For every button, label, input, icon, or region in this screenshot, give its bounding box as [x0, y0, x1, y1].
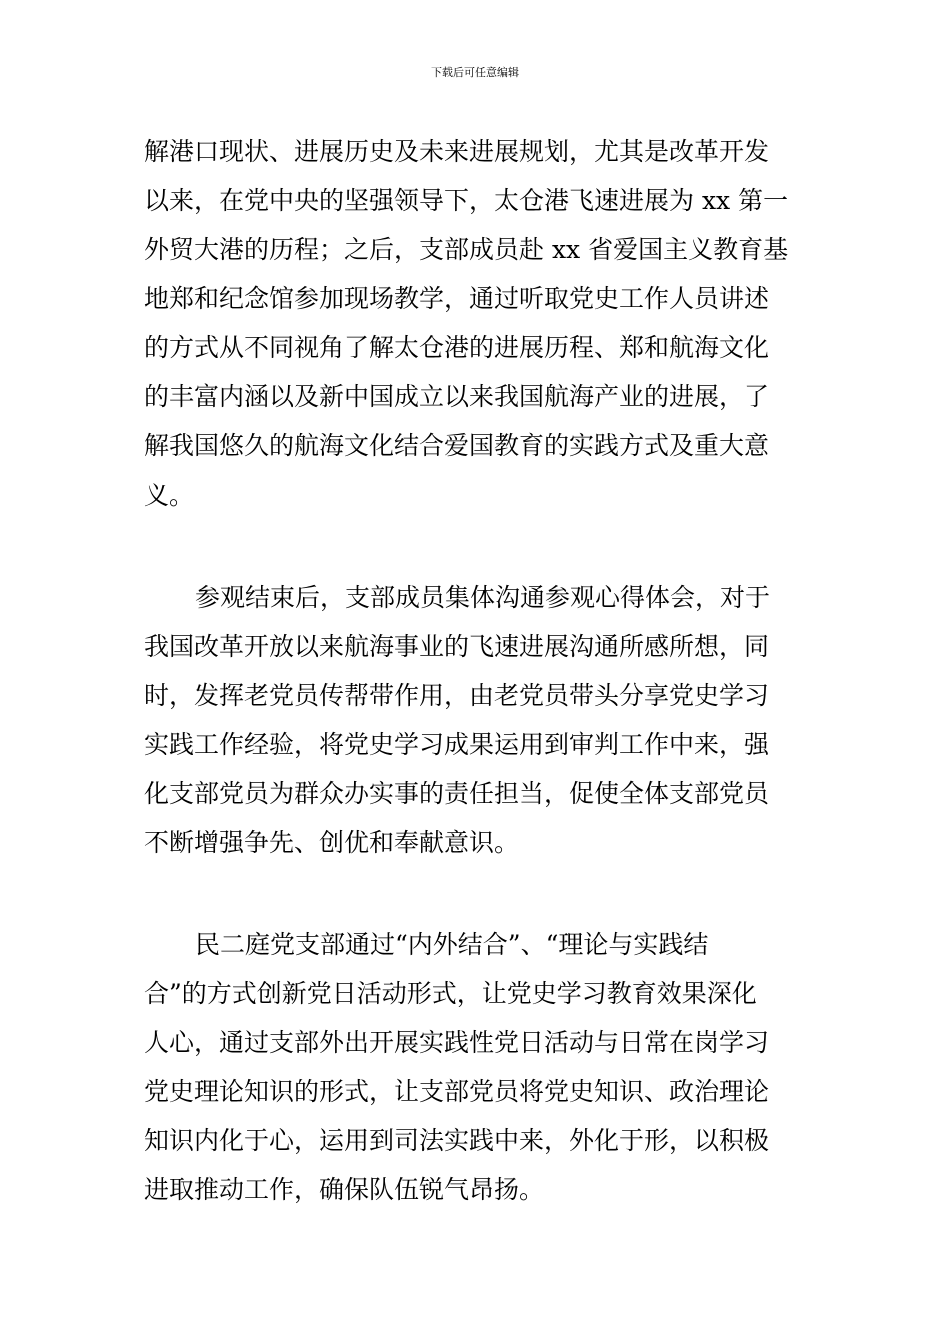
paragraph-1-line-2: 以来，在党中央的坚强领导下，太仓港飞速进展为 xx 第一 — [144, 186, 789, 215]
paragraph-2-line-5: 化支部党员为群众办实事的责任担当，促使全体支部党员 — [144, 779, 770, 808]
paragraph-2-line-2: 我国改革开放以来航海事业的飞速进展沟通所感所想，同 — [144, 632, 770, 661]
paragraph-1-line-1: 解港口现状、进展历史及未来进展规划，尤其是改革开发 — [144, 137, 770, 166]
paragraph-3-line-6: 进取推动工作，确保队伍锐气昂扬。 — [144, 1175, 545, 1204]
paragraph-1-line-3: 外贸大港的历程；之后，支部成员赴 xx 省爱国主义教育基 — [144, 235, 789, 264]
paragraph-3-line-2: 合”的方式创新党日活动形式，让党史学习教育效果深化 — [144, 979, 757, 1008]
paragraph-2-line-4: 实践工作经验，将党史学习成果运用到审判工作中来，强 — [144, 730, 770, 759]
page-header: 下载后可任意编辑 — [431, 66, 519, 79]
paragraph-2-line-1: 参观结束后，支部成员集体沟通参观心得体会，对于 — [195, 583, 771, 612]
paragraph-2-line-3: 时，发挥老党员传帮带作用，由老党员带头分享党史学习 — [144, 681, 770, 710]
paragraph-1-line-7: 解我国悠久的航海文化结合爱国教育的实践方式及重大意 — [144, 431, 770, 460]
paragraph-3-line-4: 党史理论知识的形式，让支部党员将党史知识、政治理论 — [144, 1077, 770, 1106]
paragraph-1-line-5: 的方式从不同视角了解太仓港的进展历程、郑和航海文化 — [144, 333, 770, 362]
paragraph-1-line-8: 义。 — [144, 481, 195, 510]
paragraph-3-line-5: 知识内化于心，运用到司法实践中来，外化于形，以积极 — [144, 1126, 770, 1155]
paragraph-1-line-4: 地郑和纪念馆参加现场教学，通过听取党史工作人员讲述 — [144, 284, 770, 313]
paragraph-3-line-3: 人心，通过支部外出开展实践性党日活动与日常在岗学习 — [144, 1028, 770, 1057]
paragraph-3-line-1: 民二庭党支部通过“内外结合”、“理论与实践结 — [195, 930, 709, 959]
paragraph-2-line-6: 不断增强争先、创优和奉献意识。 — [144, 828, 520, 857]
paragraph-1-line-6: 的丰富内涵以及新中国成立以来我国航海产业的进展，了 — [144, 382, 770, 411]
